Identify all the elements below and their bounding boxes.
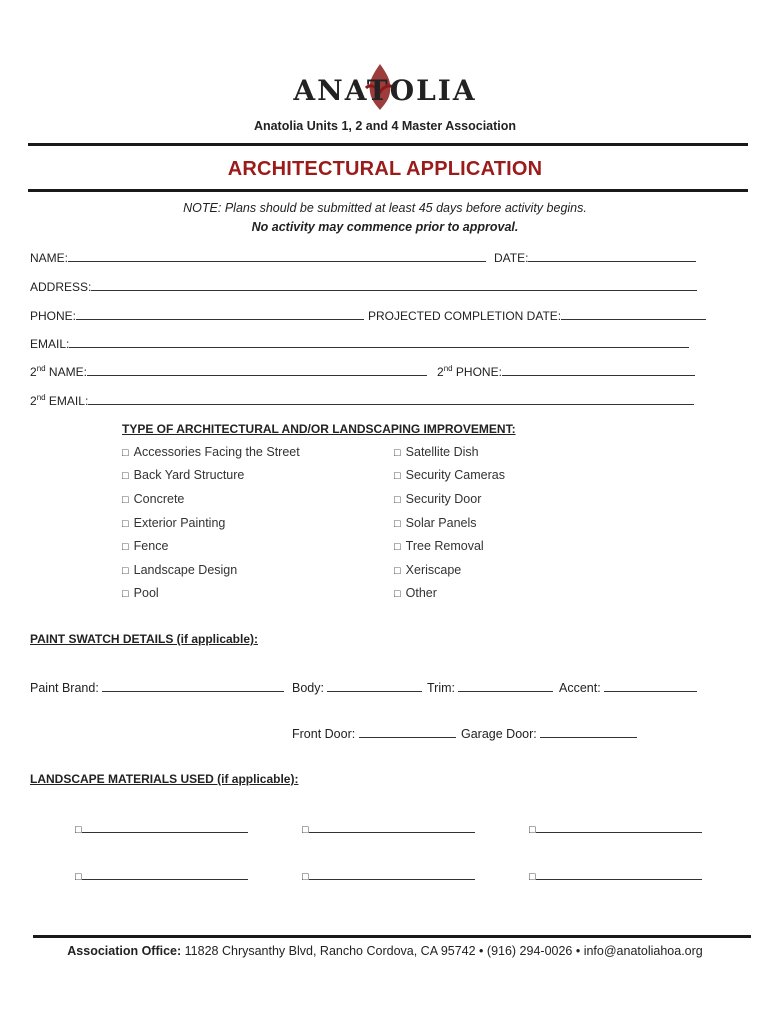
header-rule-top <box>28 143 748 146</box>
checkbox-label: Concrete <box>133 492 185 506</box>
email-line[interactable] <box>69 335 689 348</box>
checkbox-label: Back Yard Structure <box>133 468 245 482</box>
checkbox-label: Security Door <box>405 492 482 506</box>
logo-text: ANATOLIA <box>293 74 477 107</box>
checkbox-icon[interactable]: □ <box>75 824 82 836</box>
trim-line[interactable] <box>458 679 553 692</box>
body-label: Body: <box>292 681 324 695</box>
projected-completion-line[interactable] <box>561 307 706 320</box>
trim-field[interactable] <box>427 679 553 695</box>
paint-brand-line[interactable] <box>102 679 284 692</box>
date-label: DATE: <box>494 251 529 265</box>
checkbox-label: Other <box>405 586 437 600</box>
improvement-heading: TYPE OF ARCHITECTURAL AND/OR LANDSCAPING IMPROVEMENT: <box>122 422 516 436</box>
landscape-material-5[interactable] <box>302 867 475 883</box>
landscape-material-1[interactable] <box>75 820 248 836</box>
name-field[interactable] <box>30 249 486 265</box>
garage-door-line[interactable] <box>540 725 637 738</box>
second-phone-sup: nd <box>443 364 453 373</box>
checkbox-back-yard[interactable] <box>122 468 244 482</box>
email-field[interactable] <box>30 335 689 351</box>
second-name-line[interactable] <box>87 363 427 376</box>
second-email-line[interactable] <box>88 392 694 405</box>
address-label: ADDRESS: <box>30 280 92 294</box>
checkbox-label: Fence <box>133 539 169 553</box>
checkbox-label: Security Cameras <box>405 468 505 482</box>
front-door-field[interactable] <box>292 725 456 741</box>
checkbox-other[interactable] <box>394 586 437 600</box>
checkbox-icon[interactable]: □ <box>529 824 536 836</box>
date-line[interactable] <box>528 249 696 262</box>
second-name-field[interactable] <box>30 363 427 379</box>
checkbox-icon[interactable]: □ <box>394 518 401 530</box>
checkbox-landscape-design[interactable] <box>122 563 237 577</box>
checkbox-label: Accessories Facing the Street <box>133 445 300 459</box>
logo-graphic <box>270 58 500 118</box>
second-phone-label: PHONE: <box>452 365 502 379</box>
second-email-field[interactable] <box>30 392 694 408</box>
front-door-label: Front Door: <box>292 727 356 741</box>
garage-door-field[interactable] <box>461 725 637 741</box>
accent-label: Accent: <box>559 681 601 695</box>
landscape-heading: LANDSCAPE MATERIALS USED (if applicable): <box>30 772 299 786</box>
checkbox-label: Landscape Design <box>133 563 238 577</box>
checkbox-fence[interactable] <box>122 539 168 553</box>
checkbox-icon[interactable]: □ <box>122 447 129 459</box>
projected-completion-label: PROJECTED COMPLETION DATE: <box>368 309 562 323</box>
second-name-prefix: 2 <box>30 365 37 379</box>
second-email-sup: nd <box>36 393 46 402</box>
checkbox-label: Exterior Painting <box>133 516 226 530</box>
phone-label: PHONE: <box>30 309 77 323</box>
checkbox-icon[interactable]: □ <box>394 494 401 506</box>
name-label: NAME: <box>30 251 69 265</box>
checkbox-exterior-painting[interactable] <box>122 516 225 530</box>
paint-heading: PAINT SWATCH DETAILS (if applicable): <box>30 632 258 646</box>
checkbox-icon[interactable]: □ <box>122 565 129 577</box>
landscape-material-2[interactable] <box>302 820 475 836</box>
second-name-label: NAME: <box>45 365 87 379</box>
association-name: Anatolia Units 1, 2 and 4 Master Association <box>253 119 517 133</box>
footer-text: 11828 Chrysanthy Blvd, Rancho Cordova, CA 95742 • (916) 294-0026 • info@anatoliahoa.org <box>181 944 703 958</box>
checkbox-label: Solar Panels <box>405 516 477 530</box>
landscape-material-6[interactable] <box>529 867 702 883</box>
checkbox-icon[interactable]: □ <box>394 541 401 553</box>
checkbox-tree-removal[interactable] <box>394 539 484 553</box>
landscape-material-line[interactable] <box>536 867 702 880</box>
checkbox-icon[interactable]: □ <box>529 871 536 883</box>
garage-door-label: Garage Door: <box>461 727 537 741</box>
second-name-sup: nd <box>36 364 46 373</box>
second-email-label: EMAIL: <box>45 394 89 408</box>
name-line[interactable] <box>68 249 486 262</box>
checkbox-concrete[interactable] <box>122 492 184 506</box>
second-phone-line[interactable] <box>502 363 695 376</box>
checkbox-pool[interactable] <box>122 586 159 600</box>
date-field[interactable] <box>494 249 696 265</box>
landscape-material-line[interactable] <box>309 867 475 880</box>
second-phone-field[interactable] <box>437 363 695 379</box>
phone-field[interactable] <box>30 307 364 323</box>
second-phone-prefix: 2 <box>437 365 444 379</box>
checkbox-icon[interactable]: □ <box>122 494 129 506</box>
page-title: ARCHITECTURAL APPLICATION <box>227 158 543 180</box>
checkbox-label: Satellite Dish <box>405 445 479 459</box>
address-field[interactable] <box>30 278 697 294</box>
landscape-material-line[interactable] <box>536 820 702 833</box>
accent-field[interactable] <box>559 679 697 695</box>
checkbox-icon[interactable]: □ <box>394 565 401 577</box>
checkbox-label: Pool <box>133 586 159 600</box>
checkbox-accessories[interactable] <box>122 445 300 459</box>
checkbox-security-cameras[interactable] <box>394 468 505 482</box>
checkbox-label: Xeriscape <box>405 563 462 577</box>
checkbox-icon[interactable]: □ <box>122 588 129 600</box>
second-email-prefix: 2 <box>30 394 37 408</box>
checkbox-icon[interactable]: □ <box>122 518 129 530</box>
address-line[interactable] <box>91 278 697 291</box>
note-line-2: No activity may commence prior to approval. <box>251 220 519 234</box>
landscape-material-4[interactable] <box>75 867 248 883</box>
checkbox-xeriscape[interactable] <box>394 563 461 577</box>
header-rule-bottom <box>28 189 748 192</box>
checkbox-icon[interactable]: □ <box>122 470 129 482</box>
footer-label: Association Office: <box>67 944 182 958</box>
landscape-material-line[interactable] <box>82 867 248 880</box>
front-door-line[interactable] <box>359 725 456 738</box>
body-line[interactable] <box>327 679 422 692</box>
checkbox-icon[interactable]: □ <box>394 588 401 600</box>
projected-completion-field[interactable] <box>368 307 706 323</box>
landscape-material-line[interactable] <box>82 820 248 833</box>
footer <box>0 944 770 958</box>
checkbox-icon[interactable]: □ <box>75 871 82 883</box>
checkbox-solar-panels[interactable] <box>394 516 477 530</box>
checkbox-icon[interactable]: □ <box>394 470 401 482</box>
phone-line[interactable] <box>76 307 364 320</box>
paint-brand-field[interactable] <box>30 679 284 695</box>
logo <box>0 58 770 118</box>
accent-line[interactable] <box>604 679 697 692</box>
paint-brand-label: Paint Brand: <box>30 681 99 695</box>
landscape-material-line[interactable] <box>309 820 475 833</box>
checkbox-security-door[interactable] <box>394 492 481 506</box>
footer-rule <box>33 935 751 938</box>
checkbox-icon[interactable]: □ <box>302 871 309 883</box>
body-field[interactable] <box>292 679 422 695</box>
checkbox-label: Tree Removal <box>405 539 484 553</box>
checkbox-icon[interactable]: □ <box>394 447 401 459</box>
checkbox-satellite-dish[interactable] <box>394 445 479 459</box>
landscape-material-3[interactable] <box>529 820 702 836</box>
trim-label: Trim: <box>427 681 455 695</box>
note-line-1: NOTE: Plans should be submitted at least 45 days before activity begins. <box>183 201 587 215</box>
email-label: EMAIL: <box>30 337 70 351</box>
checkbox-icon[interactable]: □ <box>122 541 129 553</box>
checkbox-icon[interactable]: □ <box>302 824 309 836</box>
